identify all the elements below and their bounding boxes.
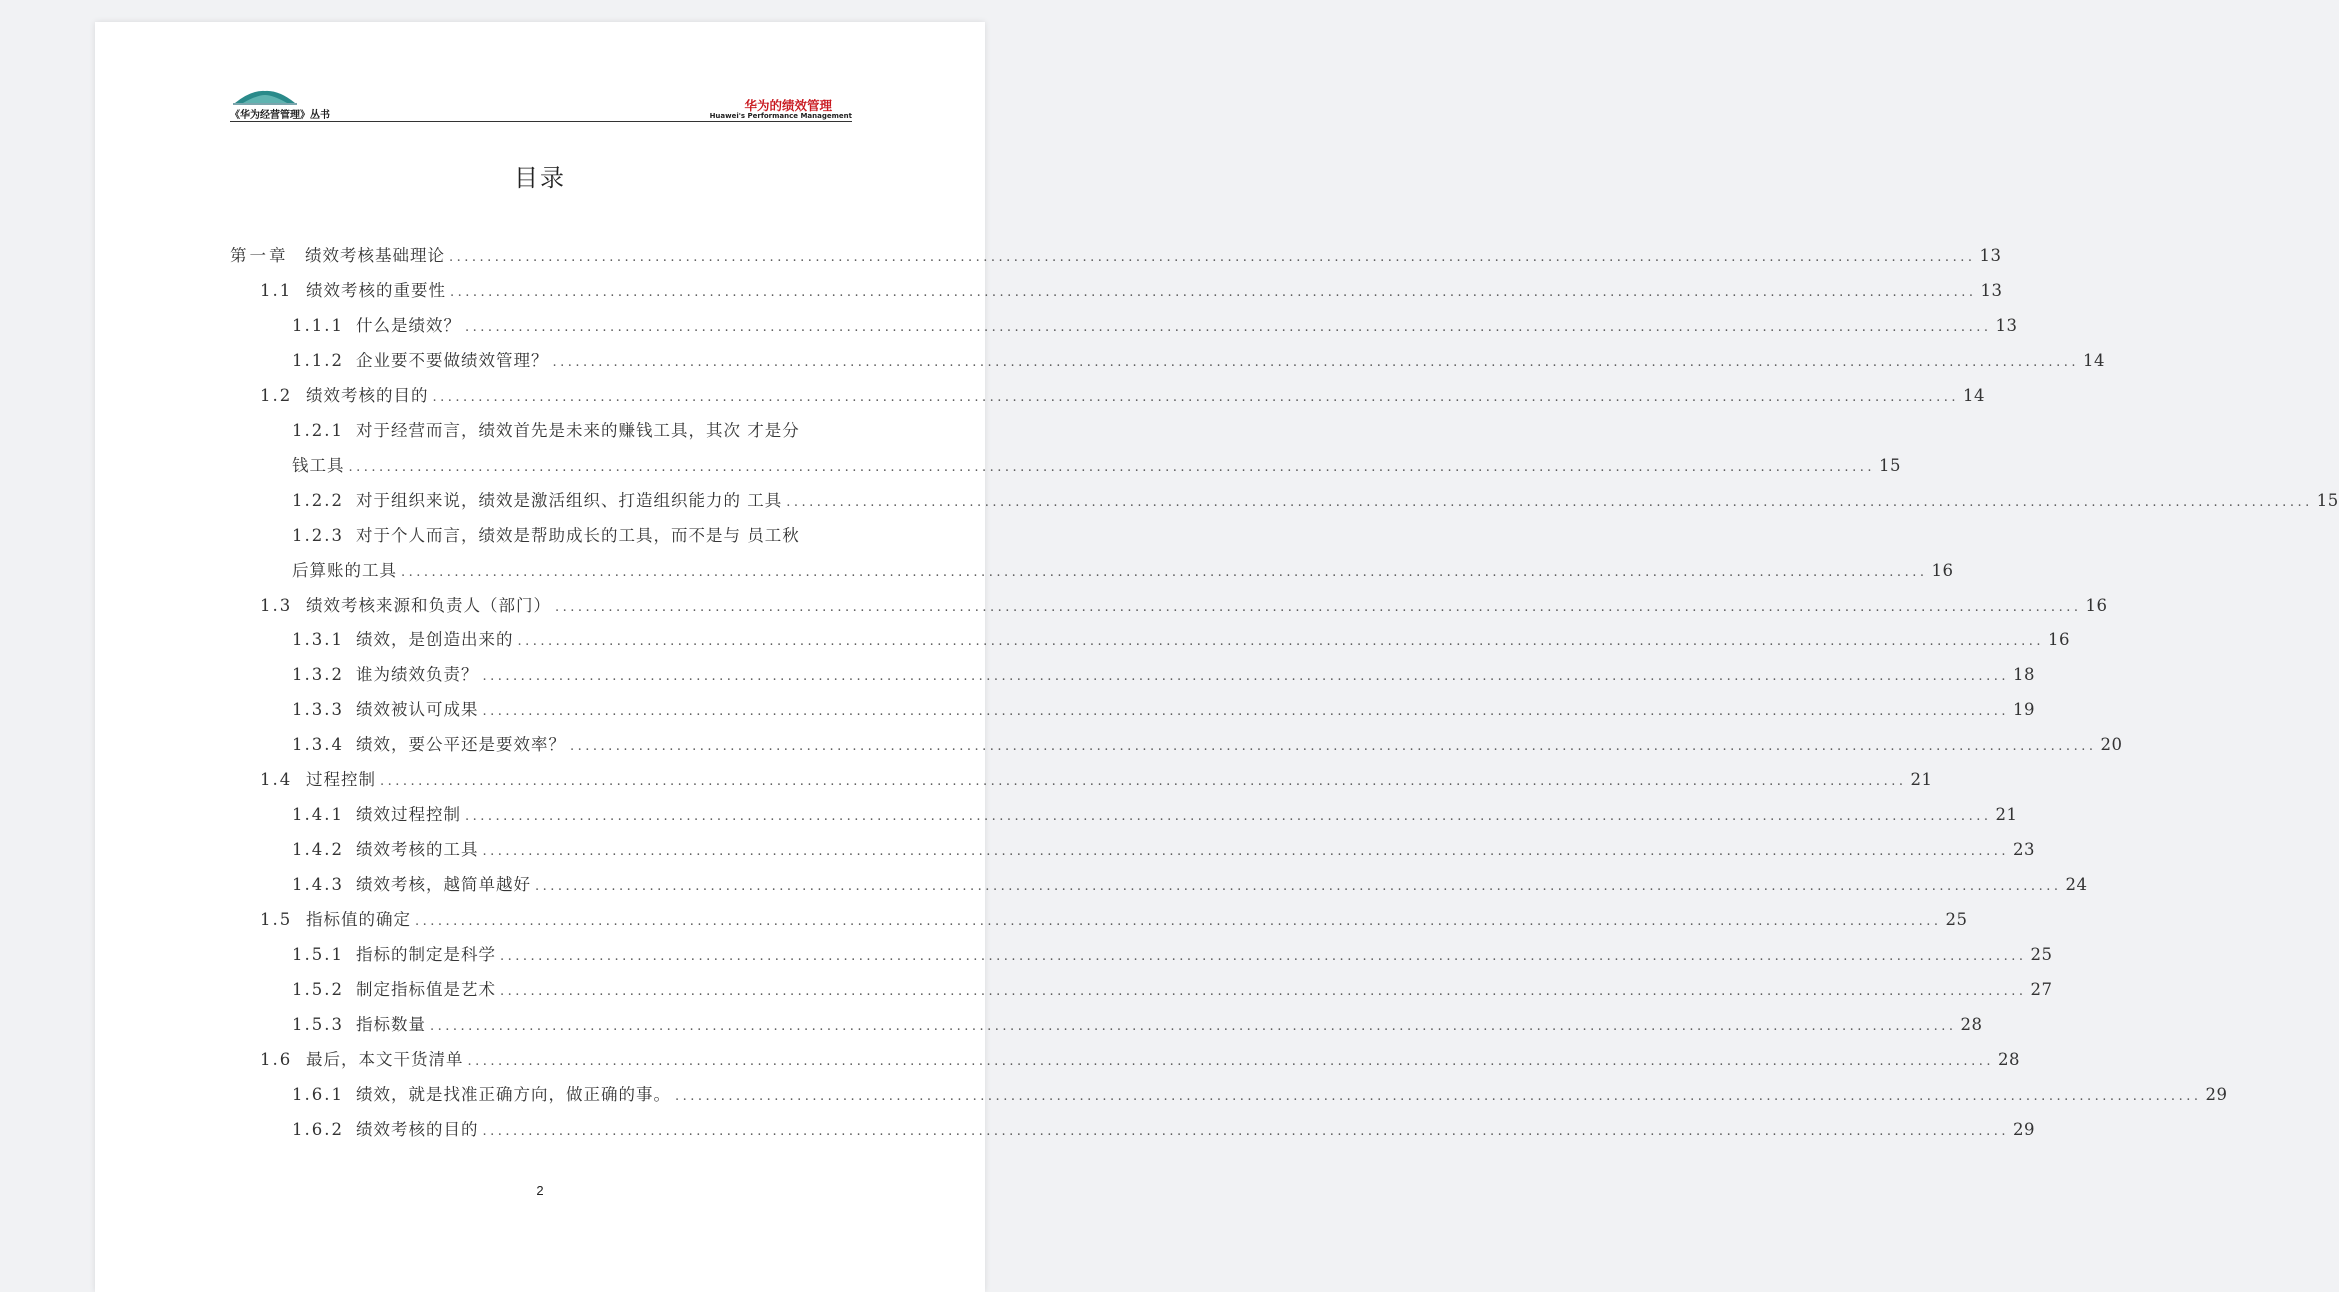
toc-entry-number: 1.1.2: [292, 350, 344, 370]
toc-entry-page: 21: [1910, 770, 1933, 790]
toc-entry-page: 28: [1997, 1049, 2020, 1069]
toc-entry-title: 绩效考核的工具: [356, 840, 479, 860]
toc-dot-leader: ........................................................................................................................................................................................................: [482, 704, 2009, 720]
toc-entry-title: 对于经营而言，绩效首先是未来的赚钱工具，其次 才是分: [356, 420, 800, 440]
toc-entry-number: 1.4.1: [292, 805, 344, 825]
toc-entry[interactable]: [260, 908, 1968, 932]
page-number: 2: [536, 1183, 544, 1198]
toc-entry-title: 绩效，要公平还是要效率？: [356, 735, 566, 755]
toc-entry[interactable]: [292, 943, 2053, 967]
toc-entry-number: 1.5.1: [292, 945, 344, 964]
toc-entry-title: 企业要不要做绩效管理？: [356, 350, 549, 370]
toc-entry-page: 29: [2012, 1119, 2035, 1139]
toc-entry-title-continued: 后算账的工具: [292, 560, 397, 580]
toc-entry-title: 对于个人而言，绩效是帮助成长的工具，而不是与 员工秋: [356, 525, 800, 545]
toc-entry-title: 绩效过程控制: [356, 805, 461, 825]
toc-dot-leader: ........................................................................................................................................................................................................: [449, 250, 1976, 265]
toc-dot-leader: ........................................................................................................................................................................................................: [465, 809, 1992, 825]
toc-entry[interactable]: [292, 873, 2088, 897]
toc-entry-number: 1.1: [260, 280, 293, 300]
toc-entry-number: 1.3.2: [292, 665, 344, 685]
toc-entry-page: 15: [2316, 490, 2339, 510]
toc-entry-title: 绩效考核的目的: [306, 385, 429, 405]
toc-entry-title: 制定指标值是艺术: [356, 979, 496, 999]
toc-dot-leader: ........................................................................................................................................................................................................: [482, 669, 2009, 685]
toc-entry-page: 15: [1878, 455, 1901, 475]
toc-entry[interactable]: [260, 594, 2108, 618]
toc-entry[interactable]: [292, 628, 2070, 652]
toc-dot-leader: ........................................................................................................................................................................................................: [450, 284, 1977, 300]
toc-entry-page: 14: [2082, 350, 2105, 370]
toc-dot-leader: ........................................................................................................................................................................................................: [415, 914, 1942, 930]
toc-entry-number: 1.4.3: [292, 875, 344, 895]
toc-entry-title: 绩效考核的重要性: [306, 280, 446, 300]
toc-entry-number: 1.2.3: [292, 525, 344, 545]
toc-entry-page: 13: [1980, 280, 2003, 300]
toc-entry-number: 1.5: [260, 910, 293, 930]
toc-entry[interactable]: [260, 1048, 2020, 1072]
toc-entry-page: 18: [2012, 665, 2035, 685]
toc-entry-title: 指标数量: [356, 1014, 426, 1034]
toc-entry-page: 19: [2012, 700, 2035, 720]
toc-dot-leader: ........................................................................................................................................................................................................: [432, 389, 1959, 405]
toc-entry-title: 指标的制定是科学: [356, 945, 496, 964]
toc-dot-leader: ........................................................................................................................................................................................................: [500, 983, 2027, 999]
toc-entry[interactable]: [292, 698, 2035, 722]
toc-entry-title: 最后，本文干货清单: [306, 1049, 464, 1069]
toc-dot-leader: ........................................................................................................................................................................................................: [675, 1088, 2202, 1104]
toc-entry[interactable]: [292, 803, 2018, 827]
toc-entry[interactable]: [260, 279, 2003, 303]
toc-entry-number: 1.4.2: [292, 840, 344, 860]
toc-entry-title-continued: 钱工具: [292, 455, 345, 475]
toc-entry-page: 23: [2012, 840, 2035, 860]
toc-entry-title: 什么是绩效？: [356, 315, 461, 335]
toc-entry-number: 1.6.2: [292, 1119, 344, 1139]
toc-dot-leader: ........................................................................................................................................................................................................: [535, 879, 2062, 895]
toc-entry-number: 1.5.2: [292, 979, 344, 999]
toc-entry-title: 谁为绩效负责？: [356, 665, 479, 685]
toc-entry-page: 28: [1960, 1014, 1983, 1034]
toc-entry[interactable]: [292, 314, 2018, 338]
toc-entry-number: 1.2.2: [292, 490, 344, 510]
toc-entry-title: 绩效，就是找准正确方向，做正确的事。: [356, 1084, 671, 1104]
toc-entry-number: 1.3.4: [292, 735, 344, 755]
toc-entry-title: 绩效考核来源和负责人（部门）: [306, 595, 551, 615]
toc-dot-leader: ........................................................................................................................................................................................................: [465, 319, 1992, 335]
toc-entry-page: 16: [1931, 560, 1954, 580]
toc-entry-title: 绩效，是创造出来的: [356, 630, 514, 650]
toc-entry-title: 绩效被认可成果: [356, 700, 479, 720]
brand-title-en: Huawei's Performance Management: [709, 112, 852, 120]
toc-entry-page: 13: [1995, 315, 2018, 335]
toc-dot-leader: ........................................................................................................................................................................................................: [348, 459, 1875, 475]
toc-entry-page: 14: [1962, 385, 1985, 405]
toc-dot-leader: ........................................................................................................................................................................................................: [482, 1123, 2009, 1139]
toc-title: 目录: [514, 164, 566, 192]
toc-entry[interactable]: [292, 978, 2053, 1002]
toc-entry-page: 24: [2065, 875, 2088, 895]
toc-entry-page: 21: [1995, 805, 2018, 825]
toc-dot-leader: ........................................................................................................................................................................................................: [482, 844, 2009, 860]
toc-entry[interactable]: [292, 349, 2105, 373]
toc-dot-leader: ........................................................................................................................................................................................................: [552, 354, 2079, 370]
toc-entry-number: 1.1.1: [292, 315, 344, 335]
toc-entry-continuation[interactable]: [292, 454, 1901, 478]
toc-entry-number: 第一章: [230, 246, 289, 265]
toc-dot-leader: ........................................................................................................................................................................................................: [401, 564, 1928, 580]
series-logo-icon: [233, 88, 297, 106]
header-divider: [230, 121, 852, 122]
toc-entry-number: 1.3: [260, 595, 293, 615]
toc-entry[interactable]: [292, 1118, 2035, 1142]
toc-entry-page: 27: [2030, 979, 2053, 999]
toc-entry-title: 绩效考核的目的: [356, 1119, 479, 1139]
toc-entry-title: 绩效考核，越简单越好: [356, 875, 531, 895]
toc-entry-number: 1.5.3: [292, 1014, 344, 1034]
toc-entry[interactable]: [260, 384, 1985, 408]
toc-dot-leader: ........................................................................................................................................................................................................: [555, 599, 2082, 615]
toc-entry-number: 1.3.3: [292, 700, 344, 720]
toc-entry-page: 13: [1979, 246, 2002, 265]
toc-dot-leader: ........................................................................................................................................................................................................: [380, 774, 1907, 790]
toc-entry-continuation[interactable]: [292, 559, 1954, 583]
series-title: 《华为经营管理》丛书: [230, 110, 330, 121]
document-page: [95, 22, 2339, 1292]
toc-entry-number: 1.6: [260, 1049, 293, 1069]
toc-entry-page: 25: [1945, 910, 1968, 930]
page-header: [230, 86, 852, 146]
toc-entry[interactable]: [292, 663, 2035, 687]
toc-entry-page: 16: [2047, 630, 2070, 650]
toc-entry-page: 29: [2205, 1084, 2228, 1104]
toc-entry-page: 16: [2085, 595, 2108, 615]
toc-entry[interactable]: [260, 768, 1933, 792]
toc-dot-leader: ........................................................................................................................................................................................................: [467, 1053, 1994, 1069]
toc-entry-page: 25: [2030, 945, 2053, 964]
toc-entry-title: 对于组织来说，绩效是激活组织、打造组织能力的 工具: [356, 490, 783, 510]
toc-dot-leader: ........................................................................................................................................................................................................: [430, 1018, 1957, 1034]
brand-title-cn: 华为的绩效管理: [744, 98, 832, 113]
toc-entry-number: 1.4: [260, 770, 293, 790]
toc-entry-number: 1.2: [260, 385, 293, 405]
toc-dot-leader: ........................................................................................................................................................................................................: [570, 739, 2097, 755]
toc-entry[interactable]: [292, 419, 853, 443]
toc-entry[interactable]: [292, 838, 2035, 862]
toc-entry-title: 指标值的确定: [306, 910, 411, 930]
toc-entry-number: 1.3.1: [292, 630, 344, 650]
toc-dot-leader: ........................................................................................................................................................................................................: [500, 949, 2027, 964]
toc-dot-leader: ........................................................................................................................................................................................................: [517, 634, 2044, 650]
toc-entry-number: 1.2.1: [292, 420, 344, 440]
toc-entry-number: 1.6.1: [292, 1084, 344, 1104]
toc-entry[interactable]: [230, 244, 2002, 268]
toc-entry-title: 过程控制: [306, 770, 376, 790]
toc-entry[interactable]: [292, 524, 853, 548]
toc-entry[interactable]: [292, 1013, 1983, 1037]
toc-entry[interactable]: [292, 1083, 2228, 1107]
toc-entry-title: 绩效考核基础理论: [305, 246, 445, 265]
toc-entry[interactable]: [292, 733, 2123, 757]
toc-dot-leader: ........................................................................................................................................................................................................: [786, 494, 2313, 510]
toc-entry-page: 20: [2100, 735, 2123, 755]
toc-entry[interactable]: [292, 489, 2339, 513]
